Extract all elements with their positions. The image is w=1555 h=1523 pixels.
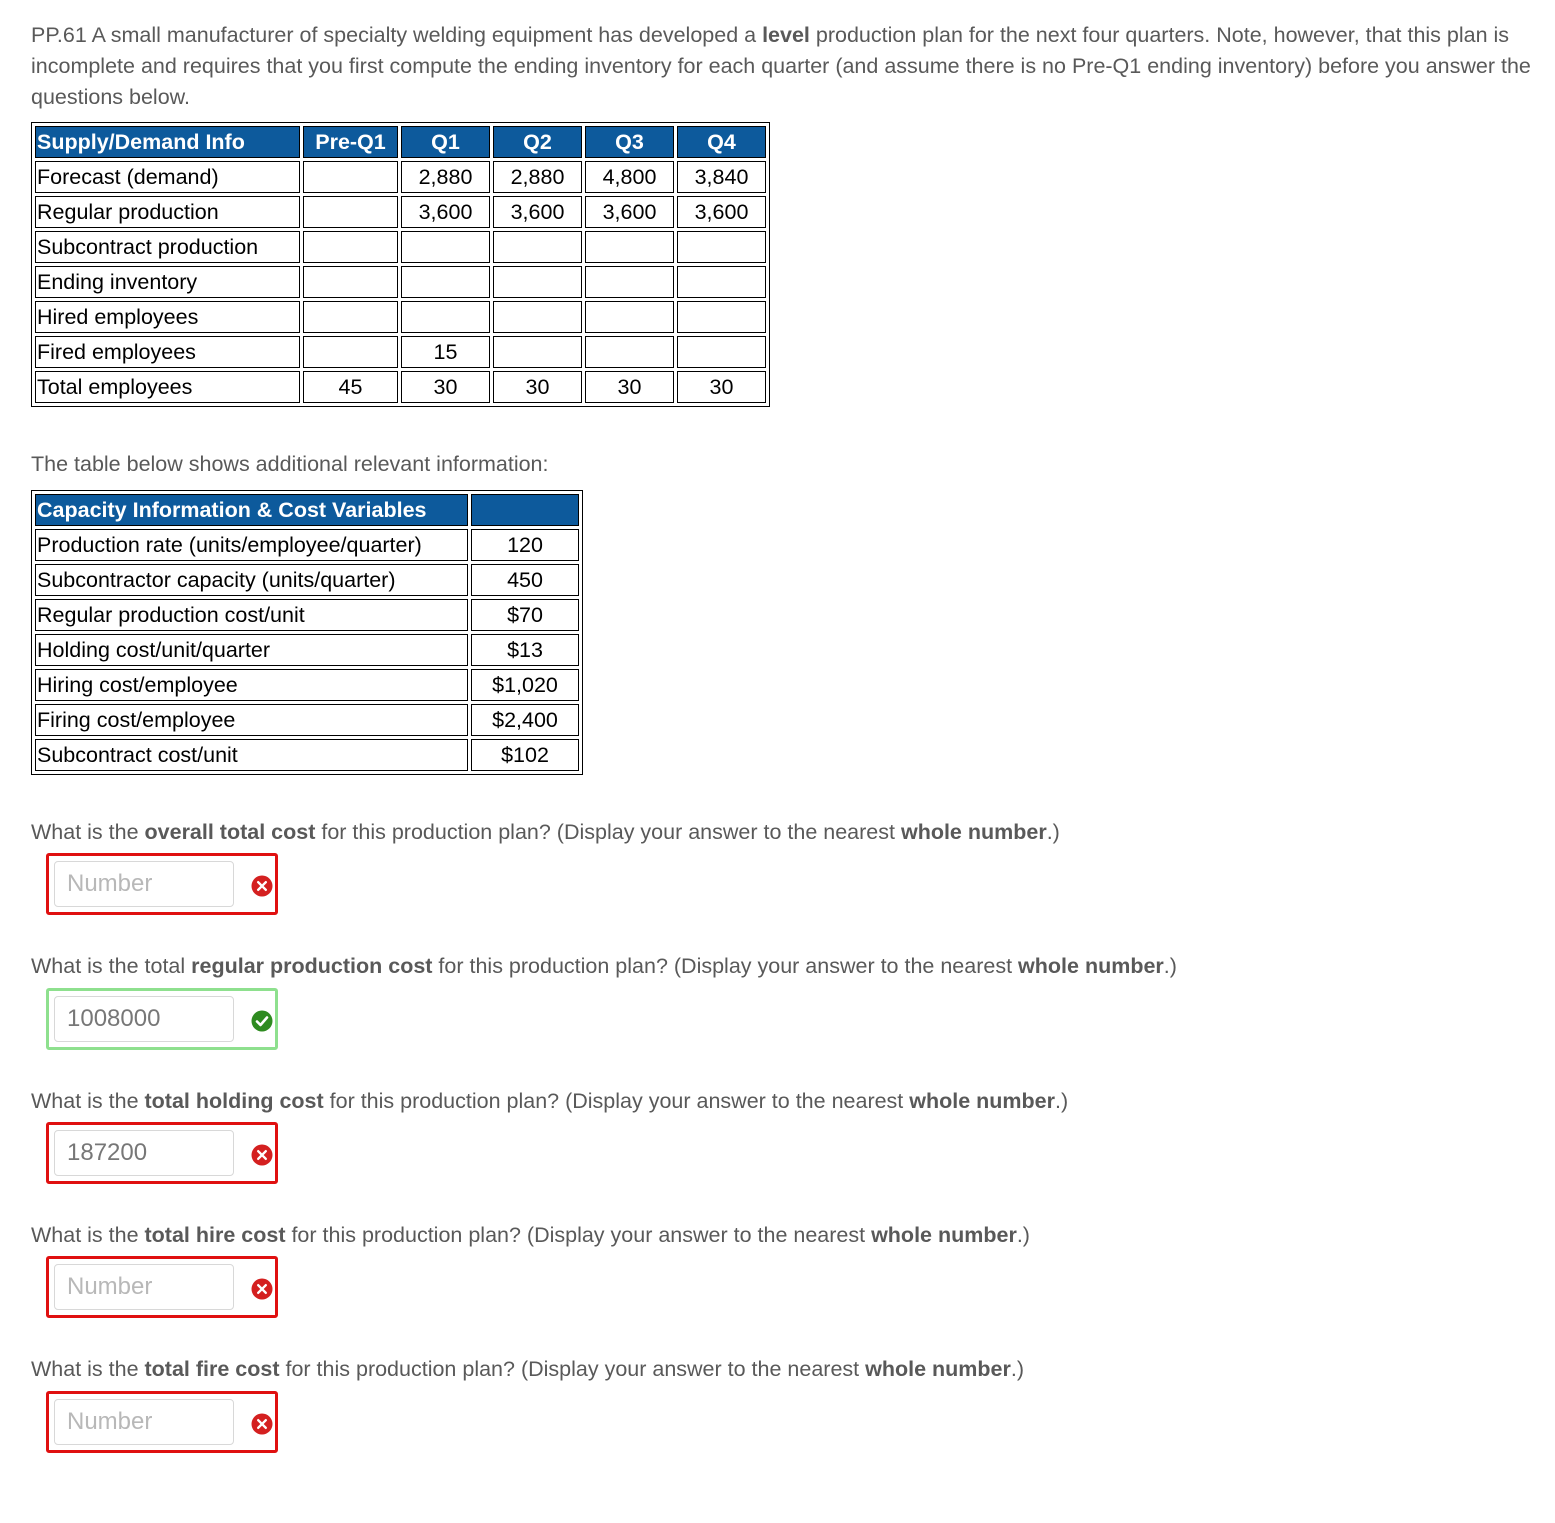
row-label: Ending inventory (35, 266, 300, 298)
table-cell (303, 266, 398, 298)
table-cell (677, 231, 766, 263)
question-text: What is the total hire cost for this production plan? (Display your answer to the nearest whole number.) (31, 1223, 1030, 1247)
table-cell: 3,600 (493, 196, 582, 228)
row-value: $102 (471, 739, 579, 771)
supply-demand-table (31, 122, 770, 407)
table-cell: 45 (303, 371, 398, 403)
error-x-icon (251, 1144, 273, 1166)
table-cell (585, 231, 674, 263)
table-cell (303, 231, 398, 263)
table-cell (303, 336, 398, 368)
question-text: What is the total fire cost for this production plan? (Display your answer to the nearest whole number.) (31, 1357, 1024, 1381)
answer-input[interactable] (54, 1264, 234, 1310)
check-icon (251, 1010, 273, 1032)
table-cell (493, 266, 582, 298)
capacity-cost-table (31, 490, 583, 775)
table-cell (303, 161, 398, 193)
row-value: $1,020 (471, 669, 579, 701)
table-cell: 3,600 (401, 196, 490, 228)
answer-field-container (46, 1391, 278, 1453)
row-label: Total employees (35, 371, 300, 403)
capacity-header-row (35, 494, 579, 526)
row-label: Forecast (demand) (35, 161, 300, 193)
table-row (35, 336, 766, 368)
supply-header-row (35, 126, 766, 158)
error-x-icon (251, 1278, 273, 1300)
row-value: $13 (471, 634, 579, 666)
table-cell (493, 336, 582, 368)
error-x-icon (251, 1413, 273, 1435)
table-cell: 30 (401, 371, 490, 403)
table-row (35, 704, 579, 736)
table-cell: 15 (401, 336, 490, 368)
column-header: Supply/Demand Info (35, 126, 300, 158)
column-header: Pre-Q1 (303, 126, 398, 158)
row-label: Fired employees (35, 336, 300, 368)
row-label: Subcontract production (35, 231, 300, 263)
table-cell: 3,600 (585, 196, 674, 228)
row-label: Hiring cost/employee (35, 669, 468, 701)
table-cell (303, 196, 398, 228)
question-text: What is the total holding cost for this production plan? (Display your answer to the nearest whole number.) (31, 1089, 1069, 1113)
answer-input[interactable] (54, 861, 234, 907)
column-header: Q2 (493, 126, 582, 158)
table-cell (401, 266, 490, 298)
column-header: Capacity Information & Cost Variables (35, 494, 468, 526)
row-label: Regular production (35, 196, 300, 228)
row-value: 120 (471, 529, 579, 561)
table-row (35, 301, 766, 333)
table-row (35, 371, 766, 403)
table-cell: 3,840 (677, 161, 766, 193)
table-row (35, 196, 766, 228)
table-cell (585, 266, 674, 298)
capacity-caption: The table below shows additional relevant information: (31, 452, 549, 476)
table-cell: 30 (585, 371, 674, 403)
column-header: Q4 (677, 126, 766, 158)
column-header (471, 494, 579, 526)
row-label: Subcontractor capacity (units/quarter) (35, 564, 468, 596)
row-label: Production rate (units/employee/quarter) (35, 529, 468, 561)
table-cell (401, 301, 490, 333)
answer-input[interactable] (54, 1399, 234, 1445)
answer-field-container (46, 988, 278, 1050)
table-cell (677, 266, 766, 298)
table-cell: 30 (677, 371, 766, 403)
table-cell: 2,880 (493, 161, 582, 193)
problem-statement: PP.61 A small manufacturer of specialty welding equipment has developed a level production plan for the next four quarters. Note, however, that this plan is incomplete and requires that you first compute the ending inventory for each quarter (and assume there is no Pre-Q1 ending inventory) before you answer the questions below. (31, 23, 1531, 109)
row-value: 450 (471, 564, 579, 596)
table-cell (585, 301, 674, 333)
row-label: Regular production cost/unit (35, 599, 468, 631)
row-value: $2,400 (471, 704, 579, 736)
error-x-icon (251, 875, 273, 897)
table-cell (493, 301, 582, 333)
table-row (35, 231, 766, 263)
column-header: Q1 (401, 126, 490, 158)
table-cell (493, 231, 582, 263)
row-label: Firing cost/employee (35, 704, 468, 736)
table-cell (303, 301, 398, 333)
table-row (35, 161, 766, 193)
table-cell (677, 336, 766, 368)
problem-id: PP.61 (31, 23, 87, 47)
question-text: What is the overall total cost for this production plan? (Display your answer to the nearest whole number.) (31, 820, 1060, 844)
answer-field-container (46, 1122, 278, 1184)
table-row (35, 739, 579, 771)
row-label: Holding cost/unit/quarter (35, 634, 468, 666)
table-cell (585, 336, 674, 368)
row-label: Subcontract cost/unit (35, 739, 468, 771)
table-cell (401, 231, 490, 263)
table-row (35, 564, 579, 596)
answer-input[interactable] (54, 996, 234, 1042)
row-label: Hired employees (35, 301, 300, 333)
table-row (35, 529, 579, 561)
table-cell (677, 301, 766, 333)
row-value: $70 (471, 599, 579, 631)
answer-field-container (46, 1256, 278, 1318)
table-cell: 4,800 (585, 161, 674, 193)
answer-input[interactable] (54, 1130, 234, 1176)
table-cell: 2,880 (401, 161, 490, 193)
question-text: What is the total regular production cost for this production plan? (Display your answer to the nearest whole number.) (31, 954, 1177, 978)
answer-field-container (46, 853, 278, 915)
column-header: Q3 (585, 126, 674, 158)
table-cell: 30 (493, 371, 582, 403)
table-row (35, 599, 579, 631)
table-row (35, 669, 579, 701)
table-cell: 3,600 (677, 196, 766, 228)
table-row (35, 266, 766, 298)
table-row (35, 634, 579, 666)
